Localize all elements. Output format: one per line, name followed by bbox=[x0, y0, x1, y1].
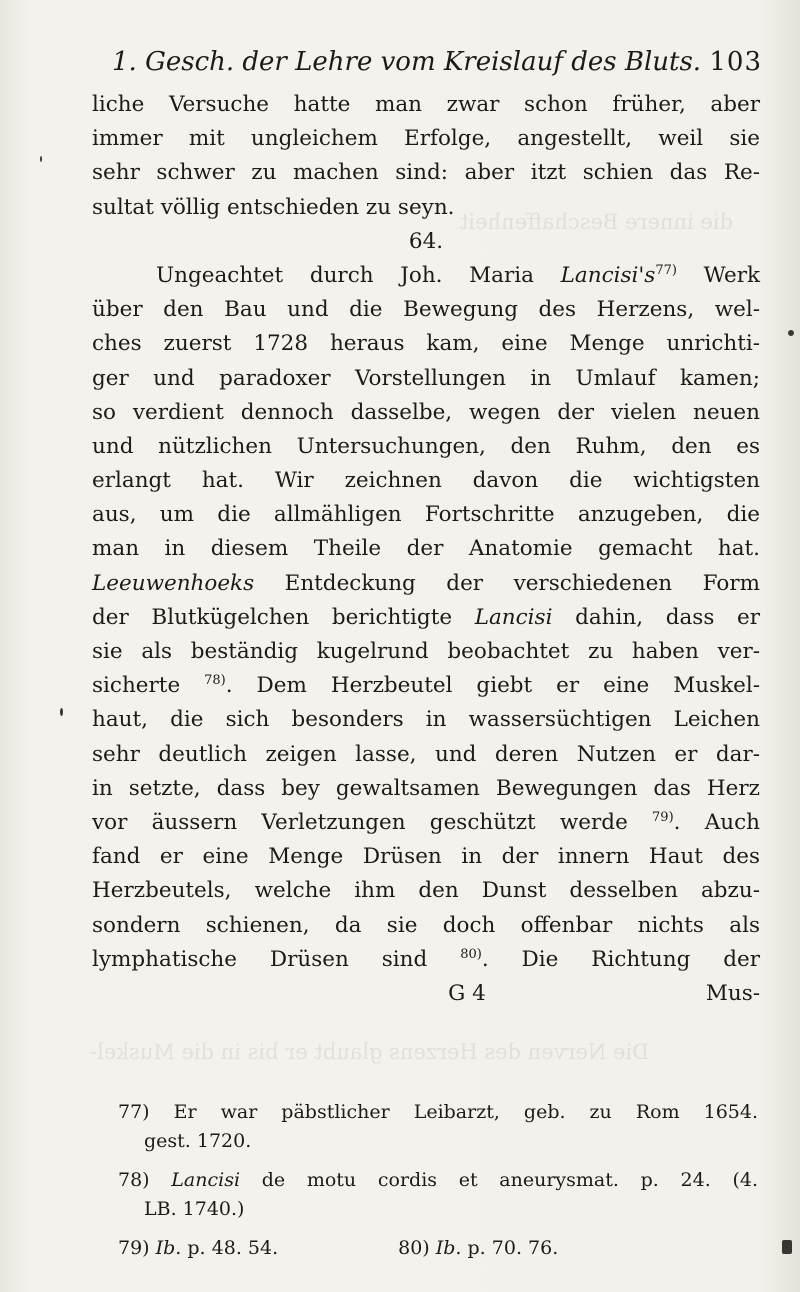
footnote-79: 79) Ib. p. 48. 54. bbox=[118, 1237, 279, 1259]
text-line: sehr deutlich zeigen lasse, und deren Nutzen er dar- bbox=[92, 741, 760, 767]
footnote-mark: 77) bbox=[118, 1101, 150, 1123]
text-line: ger und paradoxer Vorstellungen in Umlauf kamen; bbox=[92, 365, 760, 391]
text-line: so verdient dennoch dasselbe, wegen der vielen neuen bbox=[92, 399, 760, 425]
signature-line bbox=[92, 977, 760, 1011]
text-line: erlangt hat. Wir zeichnen davon die wichtigsten bbox=[92, 468, 760, 494]
text-line: ches zuerst 1728 heraus kam, eine Menge unrichti- bbox=[92, 331, 760, 357]
footnotes bbox=[118, 1098, 758, 1263]
footnote-79-80 bbox=[118, 1234, 758, 1263]
text-line: aus, um die allmähligen Fortschritte anzugeben, die bbox=[92, 502, 760, 528]
text-line: haut, die sich besonders in wassersüchtigen Leichen bbox=[92, 707, 760, 733]
text-line: fand er eine Menge Drüsen in der innern Haut des bbox=[92, 844, 760, 870]
signature-mark: G 4 bbox=[448, 980, 486, 1006]
show-through-text: Die Nerven des Herzens glaubt er bis in die Muskel- bbox=[90, 1040, 650, 1064]
footnote-ref: 79) bbox=[652, 809, 674, 825]
footnote-ref: 80) bbox=[460, 946, 482, 962]
show-through-text: die innere Beschaffenheit bbox=[460, 210, 734, 234]
section-number: 64. bbox=[408, 228, 444, 254]
text-line: sicherte $^{78)}$. Dem Herzbeutel giebt er eine Muskel- bbox=[92, 673, 760, 699]
text-line: Herzbeutels, welche ihm den Dunst desselben abzu- bbox=[92, 878, 760, 904]
text-line: immer mit ungleichem Erfolge, angestellt, weil sie bbox=[92, 126, 760, 152]
text-line: sondern schienen, da sie doch offenbar nichts als bbox=[92, 912, 760, 938]
text-line: und nützlichen Untersuchungen, den Ruhm, den es bbox=[92, 433, 760, 459]
footnote-ref: 77) bbox=[655, 262, 677, 278]
person-name: Lancisi's bbox=[560, 262, 656, 288]
running-head bbox=[112, 42, 762, 82]
text-line: in setzte, dass bey gewaltsamen Bewegungen das Herz bbox=[92, 775, 760, 801]
body-text bbox=[92, 88, 760, 1011]
running-head-title: 1. Gesch. der Lehre vom Kreislauf des Bluts. bbox=[112, 47, 702, 77]
text-line: Leeuwenhoeks Entdeckung der verschiedenen Form bbox=[92, 570, 760, 596]
text-line: liche Versuche hatte man zwar schon früher, aber bbox=[92, 92, 760, 117]
footnote-ref: 78) bbox=[204, 673, 226, 689]
page-number: 103 bbox=[709, 47, 762, 77]
text-line: der Blutkügelchen berichtigte Lancisi dahin, dass er bbox=[92, 604, 760, 630]
footnote-78: 78) Lancisi de motu cordis et aneurysmat. p. 24. (4. LB. 1740.) bbox=[118, 1169, 758, 1220]
scan-speck bbox=[788, 330, 794, 336]
person-name: Lancisi bbox=[474, 604, 553, 630]
text-line: man in diesem Theile der Anatomie gemacht hat. bbox=[92, 536, 760, 562]
person-name: Leeuwenhoeks bbox=[92, 570, 255, 596]
text-line: lymphatische Drüsen sind $^{80)}$. Die Richtung der bbox=[92, 946, 760, 972]
text-line: sehr schwer zu machen sind: aber itzt schien das Re- bbox=[92, 160, 760, 186]
footnote-80: 80) Ib. p. 70. 76. bbox=[398, 1237, 559, 1259]
text-line: sultat völlig entschieden zu seyn. bbox=[92, 194, 455, 220]
text-line: Ungeachtet durch Joh. Maria $Lancisi's^{77)}$ Werk bbox=[156, 262, 760, 288]
catchword: Mus- bbox=[705, 980, 760, 1006]
text-line: vor äussern Verletzungen geschützt werde $^{79)}$. Auch bbox=[92, 809, 760, 835]
text-line: über den Bau und die Bewegung des Herzens, wel- bbox=[92, 297, 760, 323]
footnote-77: 77) Er war päbstlicher Leibarzt, geb. zu Rom 1654. gest. 1720. bbox=[118, 1101, 758, 1152]
scan-speck bbox=[782, 1240, 792, 1254]
scan-speck bbox=[40, 156, 42, 162]
scan-speck bbox=[60, 708, 63, 716]
footnote-mark: 78) bbox=[118, 1169, 150, 1191]
text-line: sie als beständig kugelrund beobachtet zu haben ver- bbox=[92, 639, 760, 664]
